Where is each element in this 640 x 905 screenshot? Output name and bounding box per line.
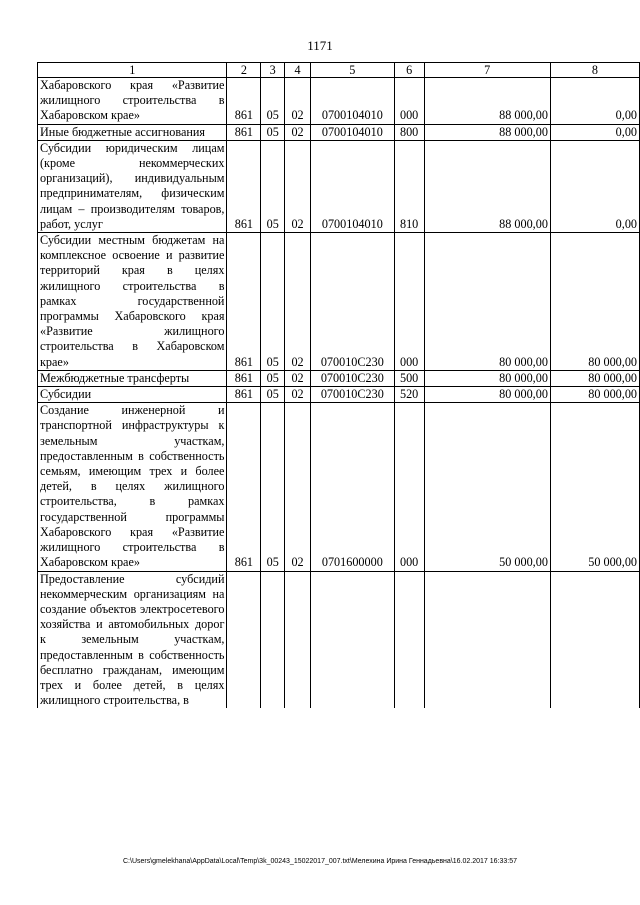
cell-amount-1: 80 000,00 [424, 370, 550, 386]
cell-admin-code: 861 [227, 124, 261, 140]
cell-amount-1 [424, 571, 550, 708]
cell-amount-2: 0,00 [550, 140, 639, 232]
row-name: Субсидии местным бюджетам на комплексное освоение и развитие территорий края в целях жилищного строительства в рамках государственной программы Хабаровского края «Развитие жилищного строительства в Хабаровском крае» [38, 233, 227, 371]
column-header: 2 [227, 63, 261, 78]
cell-subsection: 02 [285, 78, 311, 125]
cell-expense-type: 800 [394, 124, 424, 140]
cell-amount-1: 88 000,00 [424, 124, 550, 140]
cell-subsection: 02 [285, 387, 311, 403]
cell-admin-code: 861 [227, 78, 261, 125]
cell-amount-1: 88 000,00 [424, 140, 550, 232]
row-name: Субсидии юридическим лицам (кроме некоммерческих организаций), индивидуальным предпринимателям, физическим лицам – производителям товаров, работ, услуг [38, 140, 227, 232]
cell-section: 05 [261, 140, 285, 232]
cell-target-article [310, 571, 394, 708]
cell-expense-type: 000 [394, 78, 424, 125]
cell-amount-1: 80 000,00 [424, 387, 550, 403]
cell-target-article: 070010С230 [310, 233, 394, 371]
page-number: 1171 [307, 38, 333, 53]
cell-target-article: 0700104010 [310, 124, 394, 140]
row-name: Создание инженерной и транспортной инфраструктуры к земельным участкам, предоставленным в собственность семьям, имеющим трех и более детей, в целях жилищного строительства, в рамках государственной программы Хабаровского края «Развитие жилищного строительства в Хабаровском крае» [38, 403, 227, 571]
table-row [38, 370, 640, 386]
cell-target-article: 0700104010 [310, 140, 394, 232]
row-name: Субсидии [38, 387, 227, 403]
cell-section: 05 [261, 403, 285, 571]
cell-amount-2: 80 000,00 [550, 387, 639, 403]
cell-admin-code: 861 [227, 140, 261, 232]
cell-amount-2: 0,00 [550, 78, 639, 125]
row-name: Предоставление субсидий некоммерческим организациям на создание объектов электросетевого хозяйства и автомобильных дорог к земельным участкам, предоставленным в собственность бесплатно гражданам, имеющим трех и более детей, в целях жилищного строительства, в [38, 571, 227, 708]
budget-table [37, 62, 640, 708]
cell-amount-2 [550, 571, 639, 708]
cell-admin-code: 861 [227, 403, 261, 571]
table-row [38, 387, 640, 403]
column-header: 5 [310, 63, 394, 78]
cell-subsection [285, 571, 311, 708]
table-row [38, 78, 640, 125]
cell-expense-type: 520 [394, 387, 424, 403]
column-header: 7 [424, 63, 550, 78]
cell-amount-2: 80 000,00 [550, 233, 639, 371]
cell-section: 05 [261, 78, 285, 125]
cell-admin-code: 861 [227, 370, 261, 386]
row-name: Межбюджетные трансферты [38, 370, 227, 386]
cell-subsection: 02 [285, 370, 311, 386]
table-row [38, 571, 640, 708]
row-name: Иные бюджетные ассигнования [38, 124, 227, 140]
cell-expense-type: 000 [394, 233, 424, 371]
table-header-row [38, 63, 640, 78]
cell-subsection: 02 [285, 403, 311, 571]
cell-target-article: 0700104010 [310, 78, 394, 125]
cell-section: 05 [261, 124, 285, 140]
cell-expense-type: 000 [394, 403, 424, 571]
cell-target-article: 070010С230 [310, 387, 394, 403]
cell-amount-1: 50 000,00 [424, 403, 550, 571]
cell-amount-1: 80 000,00 [424, 233, 550, 371]
cell-subsection: 02 [285, 233, 311, 371]
table-row [38, 403, 640, 571]
column-header: 8 [550, 63, 639, 78]
column-header: 4 [285, 63, 311, 78]
column-header: 1 [38, 63, 227, 78]
cell-section: 05 [261, 387, 285, 403]
cell-expense-type [394, 571, 424, 708]
cell-amount-2: 50 000,00 [550, 403, 639, 571]
table-row [38, 124, 640, 140]
cell-target-article: 0701600000 [310, 403, 394, 571]
cell-target-article: 070010С230 [310, 370, 394, 386]
cell-section: 05 [261, 370, 285, 386]
cell-amount-1: 88 000,00 [424, 78, 550, 125]
cell-amount-2: 80 000,00 [550, 370, 639, 386]
cell-subsection: 02 [285, 140, 311, 232]
cell-subsection: 02 [285, 124, 311, 140]
cell-admin-code: 861 [227, 387, 261, 403]
cell-expense-type: 810 [394, 140, 424, 232]
cell-expense-type: 500 [394, 370, 424, 386]
row-name: Хабаровского края «Развитие жилищного строительства в Хабаровском крае» [38, 78, 227, 125]
column-header: 6 [394, 63, 424, 78]
cell-admin-code [227, 571, 261, 708]
cell-admin-code: 861 [227, 233, 261, 371]
table-row [38, 233, 640, 371]
column-header: 3 [261, 63, 285, 78]
footer-file-path: C:\Users\gmelekhana\AppData\Local\Temp\3k_00243_15022017_007.txt\Мелехина Ирина Геннадьевна\16.02.2017 16:33:57 [123, 858, 517, 865]
table-row [38, 140, 640, 232]
cell-section [261, 571, 285, 708]
cell-amount-2: 0,00 [550, 124, 639, 140]
cell-section: 05 [261, 233, 285, 371]
